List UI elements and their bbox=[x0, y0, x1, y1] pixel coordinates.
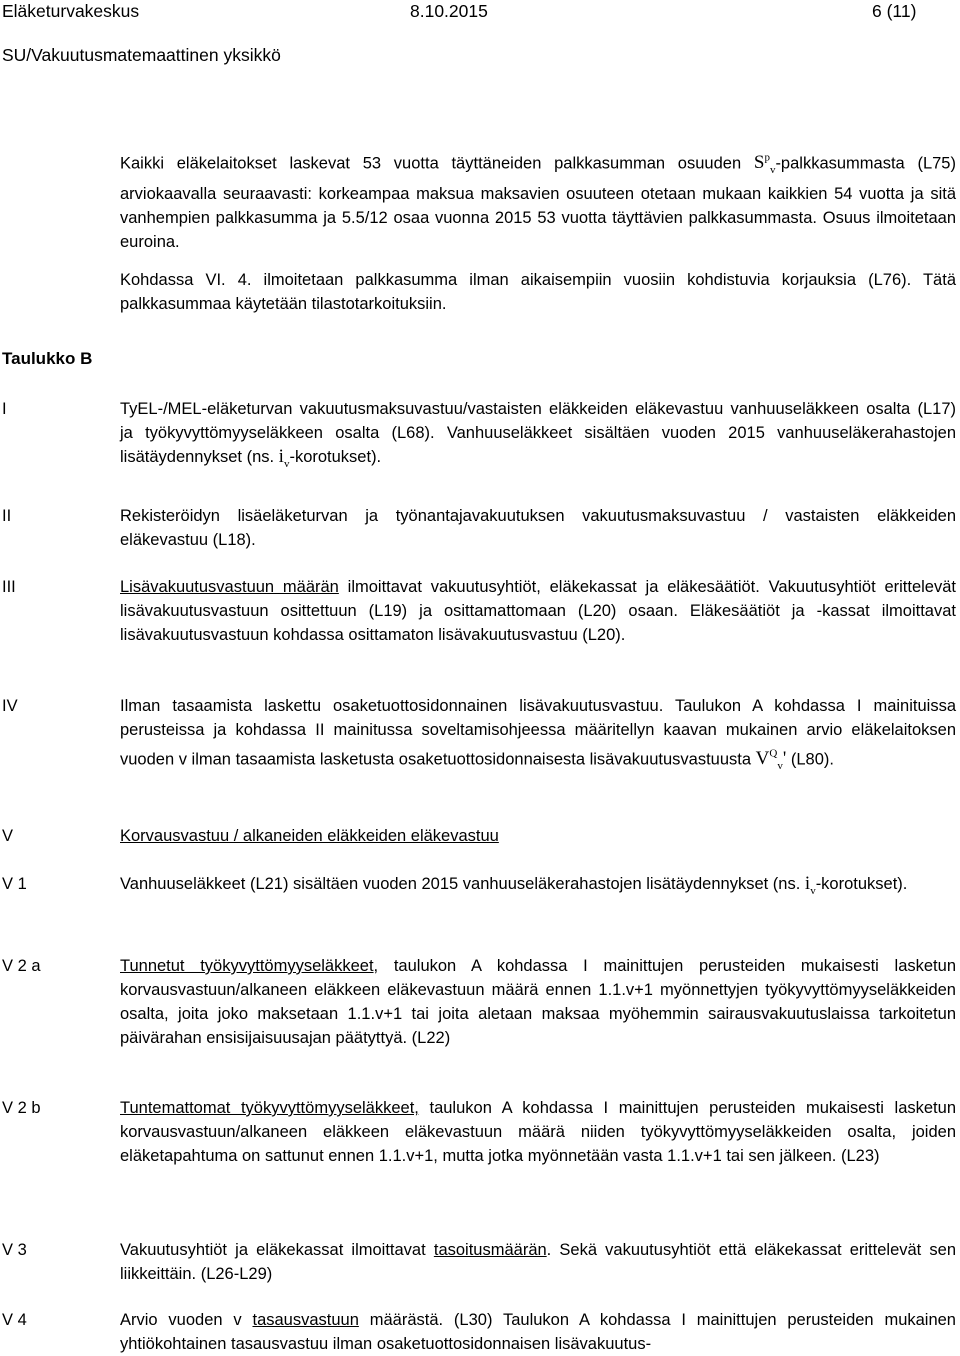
row-label-V2b: V 2 b bbox=[2, 1099, 41, 1117]
formula-V-Q-v: $V^Q_v'$ bbox=[755, 748, 787, 773]
row-label-IV: IV bbox=[2, 697, 18, 715]
intro-paragraph-1: Kaikki eläkelaitokset laskevat 53 vuotta täyttäneiden palkkasumman osuuden $S^p_v$-palkkasummasta (L75) arviokaavalla seuraavasti: korkeampaa maksua maksavien osuuteen otetaan mukaan kaikkien 54 vuotta ja sitä vanhempien palkkasumma ja 5.5/12 osaa vuonna 2015 53 vuotta täyttävien palkkasummasta. Osuus ilmoitetaan euroina. bbox=[120, 152, 956, 252]
intro-paragraph-2: Kohdassa VI. 4. ilmoitetaan palkkasumma ilman aikaisempiin vuosiin kohdistuvia korjauksia (L76). Tätä palkkasummaa käytetään tilastotarkoituksiin. bbox=[120, 271, 956, 313]
row-label-V1: V 1 bbox=[2, 875, 27, 893]
row-label-V2a: V 2 a bbox=[2, 957, 41, 975]
row-label-V3: V 3 bbox=[2, 1241, 27, 1259]
row-text-I: TyEL-/MEL-eläketurvan vakuutusmaksuvastuu/vastaisten eläkkeiden eläkevastuu vanhuuseläkkeen osalta (L17) ja työkyvyttömyyseläkkeen osalta (L68). Vanhuuseläkkeet sisältäen vuoden 2015 vanhuuseläkerahastojen lisätäydennykset (ns. $i_v-korotukset$). bbox=[120, 400, 956, 470]
row-label-II: II bbox=[2, 507, 12, 525]
row-text-II: Rekisteröidyn lisäeläketurvan ja työnantajavakuutuksen vakuutusmaksuvastuu / vastaisten eläkkeiden eläkevastuu (L18). bbox=[120, 507, 956, 549]
row-text-IV: Ilman tasaamista laskettu osaketuottosidonnainen lisävakuutusvastuu. Taulukon A kohdassa I mainituissa perusteissa ja kohdassa II mainitussa soveltamisohjeessa määritellyn kaavan mukainen arvio eläkelaitoksen vuoden v ilman tasaamista lasketusta osaketuottosidonnaisesta lisävakuutusvastuusta $V^Q_v'$ (L80). bbox=[120, 697, 956, 773]
document-date: 8.10.2015 bbox=[410, 1, 488, 21]
formula-i-v-2: $i_v$ bbox=[804, 873, 816, 897]
row-label-V: V bbox=[2, 827, 14, 845]
row-text-III: Lisävakuutusvastuun määrän ilmoittavat vakuutusyhtiöt, eläkekassat ja eläkesäätiöt. Vakuutusyhtiöt erittelevät lisävakuutusvastuun osittettuun (L19) ja osittamattomaan (L20) osaan. Eläkesäätiöt ja -kassat ilmoittavat lisävakuutusvastuun kohdassa osittamaton lisävakuutusvastuu (L20). bbox=[120, 578, 956, 644]
row-text-V1: Vanhuuseläkkeet (L21) sisältäen vuoden 2015 vanhuuseläkerahastojen lisätäydennykset (ns. $i_v-korotukset$). bbox=[120, 873, 908, 897]
page-number: 6 (11) bbox=[872, 1, 917, 21]
formula-i-v: $i_v$ bbox=[278, 446, 290, 470]
unit-name: SU/Vakuutusmatemaattinen yksikkö bbox=[2, 45, 281, 65]
row-label-V4: V 4 bbox=[2, 1311, 27, 1329]
row-label-III: III bbox=[2, 578, 16, 596]
row-text-V2b: Tuntemattomat työkyvyttömyyseläkkeet, taulukon A kohdassa I mainittujen perusteiden mukaisesti lasketun korvausvastuun/alkaneen eläkkeen eläkevastuun määrä niiden työkyvyttömyyseläkkeiden osalta, joiden eläketapahtuma on sattunut ennen 1.1.v+1, mutta jotka myönnetään vasta 1.1.v+1 tai sen jälkeen. (L23) bbox=[120, 1099, 956, 1165]
row-text-V4: Arvio vuoden v tasausvastuun määrästä. (L30) Taulukon A kohdassa I mainittujen perusteiden mukainen yhtiökohtainen tasausvastuu ilman osaketuottosidonnaisen lisävakuutus- bbox=[120, 1311, 956, 1353]
row-label-I: I bbox=[2, 400, 7, 418]
table-heading: Taulukko B bbox=[2, 349, 93, 368]
org-name: Eläketurvakeskus bbox=[2, 1, 140, 21]
formula-S-p-v: $S^p_v$ bbox=[753, 152, 776, 177]
row-text-V: Korvausvastuu / alkaneiden eläkkeiden eläkevastuu bbox=[120, 827, 499, 845]
row-text-V3: Vakuutusyhtiöt ja eläkekassat ilmoittavat tasoitusmäärän. Sekä vakuutusyhtiöt että eläkekassat erittelevät sen liikkeittäin. (L26-L29) bbox=[120, 1241, 957, 1283]
row-text-V2a: Tunnetut työkyvyttömyyseläkkeet, taulukon A kohdassa I mainittujen perusteiden mukaisesti lasketun korvausvastuun/alkaneen eläkkeen eläkevastuun määrä ennen 1.1.v+1 myönnettyjen työkyvyttömyyseläkkeiden osalta, joita joko maksetaan 1.1.v+1 tai joita aletaan maksaa myöhemmin sairausvakuutuslaissa tarkoitetun päivärahan ensisijaisuusajan päätyttyä. (L22) bbox=[120, 957, 956, 1047]
